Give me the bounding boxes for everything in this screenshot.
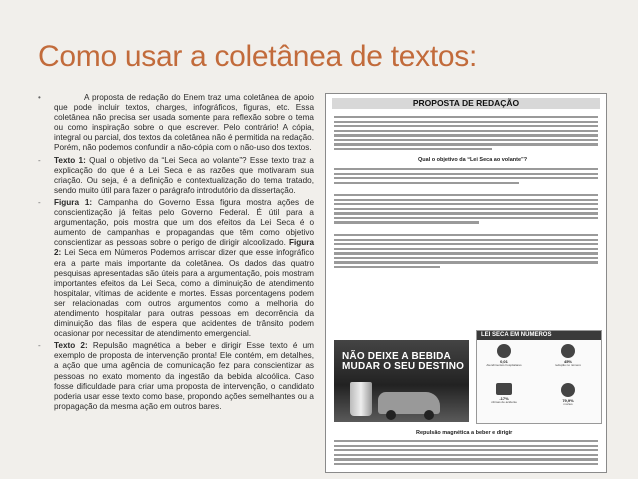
document-heading: PROPOSTA DE REDAÇÃO	[332, 98, 600, 109]
reduction-icon	[561, 344, 575, 358]
bullet-icon: •	[38, 93, 41, 102]
document-text-block	[334, 168, 598, 186]
bullet-heading: Texto 2:	[54, 341, 88, 351]
stat-label: Atendimentos hospitalares	[486, 363, 522, 367]
stat-value: 0,01	[500, 359, 508, 364]
list-item	[38, 198, 314, 339]
campaign-slogan-line: MUDAR O SEU DESTINO	[342, 361, 465, 372]
stat-item	[485, 383, 523, 419]
bullet-text: A proposta de redação do Enem traz uma coletânea de apoio que pode incluir textos, charges, infográficos, figuras, etc. Essa coletânea não precisa ser usada somente para reflexão sobre o tema ou como inspiração sobre o que escrever. Pelo contrário! A cópia, integral ou parcial, dos textos da coletânea não é permitida na redação. Porém, não podemos confundir a não-cópia com o não-uso dos textos.	[54, 93, 314, 153]
bullet-text: Repulsão magnética a beber e dirigir Esse texto é um exemplo de proposta de intervenção pronta! Ele contém, em detalhes, a ação que uma agência de comunicação fez para conscientizar as pessoas no exato momento da ingestão da bebida alcoólica. Caso fosse dificuldade para criar uma proposta de intervenção, o candidato poderia usar esse texto como base, propondo ações semelhantes ou a propagação da mesma ação em outros bares.	[54, 341, 314, 411]
bullet-text: Qual o objetivo da “Lei Seca ao volante”? Esse texto traz a explicação do que é a Lei Seca e as razões que motivaram sua criação. Ou seja, é a definição e contextualização do tema tratado, sendo muito útil para fazer o parágrafo introdutório da dissertação.	[54, 155, 314, 195]
slide-title: Como usar a coletânea de textos:	[38, 40, 477, 73]
wheel-illustration	[386, 410, 396, 420]
document-text-block	[334, 194, 598, 226]
document-text-block	[334, 116, 598, 153]
bullet-icon: -	[38, 155, 41, 165]
document-question: Qual o objetivo da “Lei Seca ao volante”?	[418, 157, 528, 163]
stat-item	[549, 383, 587, 419]
hospital-icon	[497, 344, 511, 358]
stat-item	[549, 344, 587, 380]
document-text-block	[334, 440, 598, 467]
stat-value: 45%	[563, 359, 572, 364]
list-item	[38, 93, 314, 154]
stats-infographic	[476, 330, 602, 424]
campaign-slogan-line: NÃO DEIXE A BEBIDA	[342, 351, 451, 362]
list-item	[38, 341, 314, 412]
stat-label: mortes	[563, 402, 573, 406]
bullet-heading: Texto 1:	[54, 155, 86, 165]
ambulance-icon	[496, 383, 512, 395]
proposal-document-image	[325, 93, 607, 473]
campaign-figure	[334, 340, 469, 422]
bullet-list	[38, 93, 314, 414]
stat-value: 79,9%	[562, 398, 574, 403]
skull-icon	[561, 383, 575, 397]
list-item	[38, 156, 314, 196]
stat-label: redução no número	[554, 363, 582, 367]
stats-heading: LEI SECA EM NÚMEROS	[477, 331, 601, 340]
repulsion-caption: Repulsão magnética a beber e dirigir	[416, 430, 513, 436]
document-text-block	[334, 234, 598, 271]
wheel-illustration	[424, 410, 434, 420]
stat-label: vítimas de acidente	[491, 400, 517, 404]
bullet-icon: -	[38, 341, 41, 351]
stat-value: -17%	[499, 396, 509, 401]
bullet-text: Lei Seca em Números Podemos arriscar dizer que esse infográfico era a parte mais importante da coletânea. Os dados das quatro pesquisas apresentadas são úteis para a argumentação, pois mostram importantes efeitos da Lei Seca, como a diminuição de atendimento hospitalar, vítimas de acidente e mortes. Essas porcentagens podem ser relacionadas com outros argumentos como a melhoria do atendimento hospitalar para outras pessoas em decorrência da diminuição das filas de espera que acidentes de trânsito podem ocasionar por necessitar de atendimento emergencial.	[54, 248, 314, 339]
glass-illustration	[350, 382, 372, 416]
bullet-icon: -	[38, 197, 41, 207]
stat-item	[485, 344, 523, 380]
bullet-heading: Figura 2:	[54, 238, 315, 258]
bullet-heading: Figura 1:	[54, 197, 93, 207]
bullet-text: Campanha do Governo Essa figura mostra ações de conscientização já feitas pelo Governo Federal. É útil para a argumentação, pois mostra que um dos efeitos da Lei Seca é o aumento de campanhas e propagandas que têm como objetivo conscientizar as pessoas sobre o perigo de dirigir alcoolizado.	[54, 197, 315, 248]
